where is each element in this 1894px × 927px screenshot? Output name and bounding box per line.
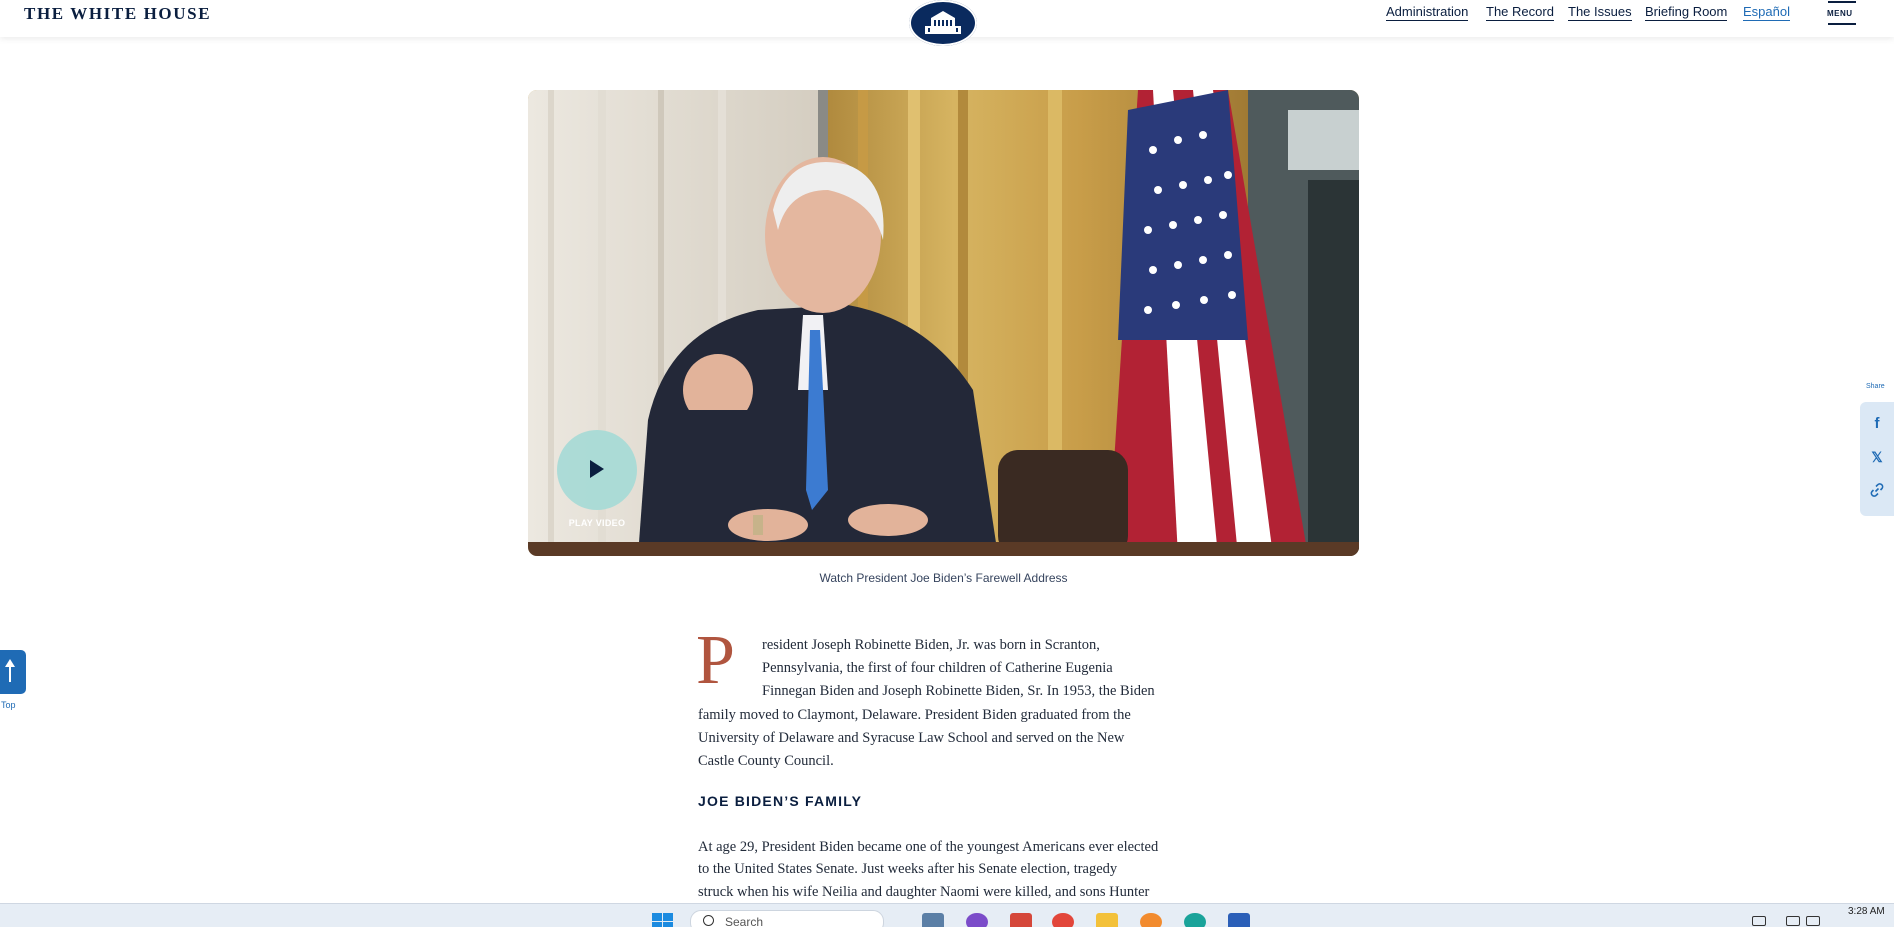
nav-the-issues[interactable]: The Issues xyxy=(1568,4,1632,19)
intro-line: resident Joseph Robinette Biden, Jr. was born in Scranton, xyxy=(762,637,1100,653)
menu-label: MENU xyxy=(1827,9,1853,18)
link-icon[interactable] xyxy=(1868,481,1886,499)
site-brand[interactable]: THE WHITE HOUSE xyxy=(24,4,212,23)
search-icon xyxy=(703,915,714,926)
video-caption: Watch President Joe Biden’s Farewell Address xyxy=(819,571,1068,585)
intro-line: Pennsylvania, the first of four children of Catherine Eugenia xyxy=(762,660,1113,676)
nav-espanol[interactable]: Español xyxy=(1743,4,1790,19)
share-label: Share xyxy=(1866,383,1885,390)
menu-bar-top xyxy=(1828,1,1856,3)
nav-administration[interactable]: Administration xyxy=(1386,4,1469,19)
menu-button[interactable] xyxy=(1827,1,1859,27)
facebook-icon[interactable]: f xyxy=(1874,415,1880,432)
intro-line: Castle County Council. xyxy=(698,753,834,769)
nav-the-record[interactable]: The Record xyxy=(1486,4,1554,19)
display-icon[interactable] xyxy=(1786,916,1800,926)
calculator-icon[interactable] xyxy=(922,913,944,927)
intro-line: family moved to Claymont, Delaware. President Biden graduated from the xyxy=(698,707,1131,723)
back-to-top-button[interactable] xyxy=(0,650,26,694)
network-icon[interactable] xyxy=(1752,916,1766,926)
app-icon[interactable] xyxy=(1010,913,1032,927)
menu-bar-bottom xyxy=(1828,23,1856,25)
file-explorer-icon[interactable] xyxy=(1096,913,1118,927)
farewell-video-thumbnail[interactable] xyxy=(528,90,1359,556)
volume-icon[interactable] xyxy=(1806,916,1820,926)
family-line: to the United States Senate. Just weeks after his Senate election, tragedy xyxy=(698,861,1118,877)
edge-icon[interactable] xyxy=(1184,913,1206,927)
site-header xyxy=(0,0,1894,37)
copilot-icon[interactable] xyxy=(966,913,988,927)
drop-cap: P xyxy=(696,622,735,699)
section-heading-family: JOE BIDEN’S FAMILY xyxy=(698,793,863,809)
x-icon[interactable]: 𝕏 xyxy=(1871,449,1883,465)
video-scene-image xyxy=(528,90,1359,556)
word-icon[interactable] xyxy=(1228,913,1250,927)
taskbar-search[interactable] xyxy=(690,910,884,927)
firefox-icon[interactable] xyxy=(1140,913,1162,927)
family-line: struck when his wife Neilia and daughter Naomi were killed, and sons Hunter xyxy=(698,884,1150,900)
chrome-icon[interactable] xyxy=(1052,913,1074,927)
back-to-top-label[interactable]: Top xyxy=(1,700,16,710)
play-video-button[interactable] xyxy=(557,430,637,510)
play-video-label: PLAY VIDEO xyxy=(568,518,626,528)
taskbar-clock[interactable]: 3:28 AM xyxy=(1848,906,1885,917)
windows-start-icon[interactable] xyxy=(652,913,674,927)
family-line: At age 29, President Biden became one of the youngest Americans ever elected xyxy=(698,839,1159,855)
white-house-seal-icon[interactable] xyxy=(909,0,977,46)
windows-taskbar xyxy=(0,903,1894,927)
intro-line: University of Delaware and Syracuse Law School and served on the New xyxy=(698,730,1125,746)
arrow-up-icon-stem xyxy=(9,664,11,682)
play-icon xyxy=(590,460,604,478)
taskbar-search-placeholder: Search xyxy=(725,915,764,927)
nav-briefing-room[interactable]: Briefing Room xyxy=(1645,4,1728,19)
share-rail xyxy=(1860,402,1894,516)
intro-line: Finnegan Biden and Joseph Robinette Biden, Sr. In 1953, the Biden xyxy=(762,683,1155,699)
